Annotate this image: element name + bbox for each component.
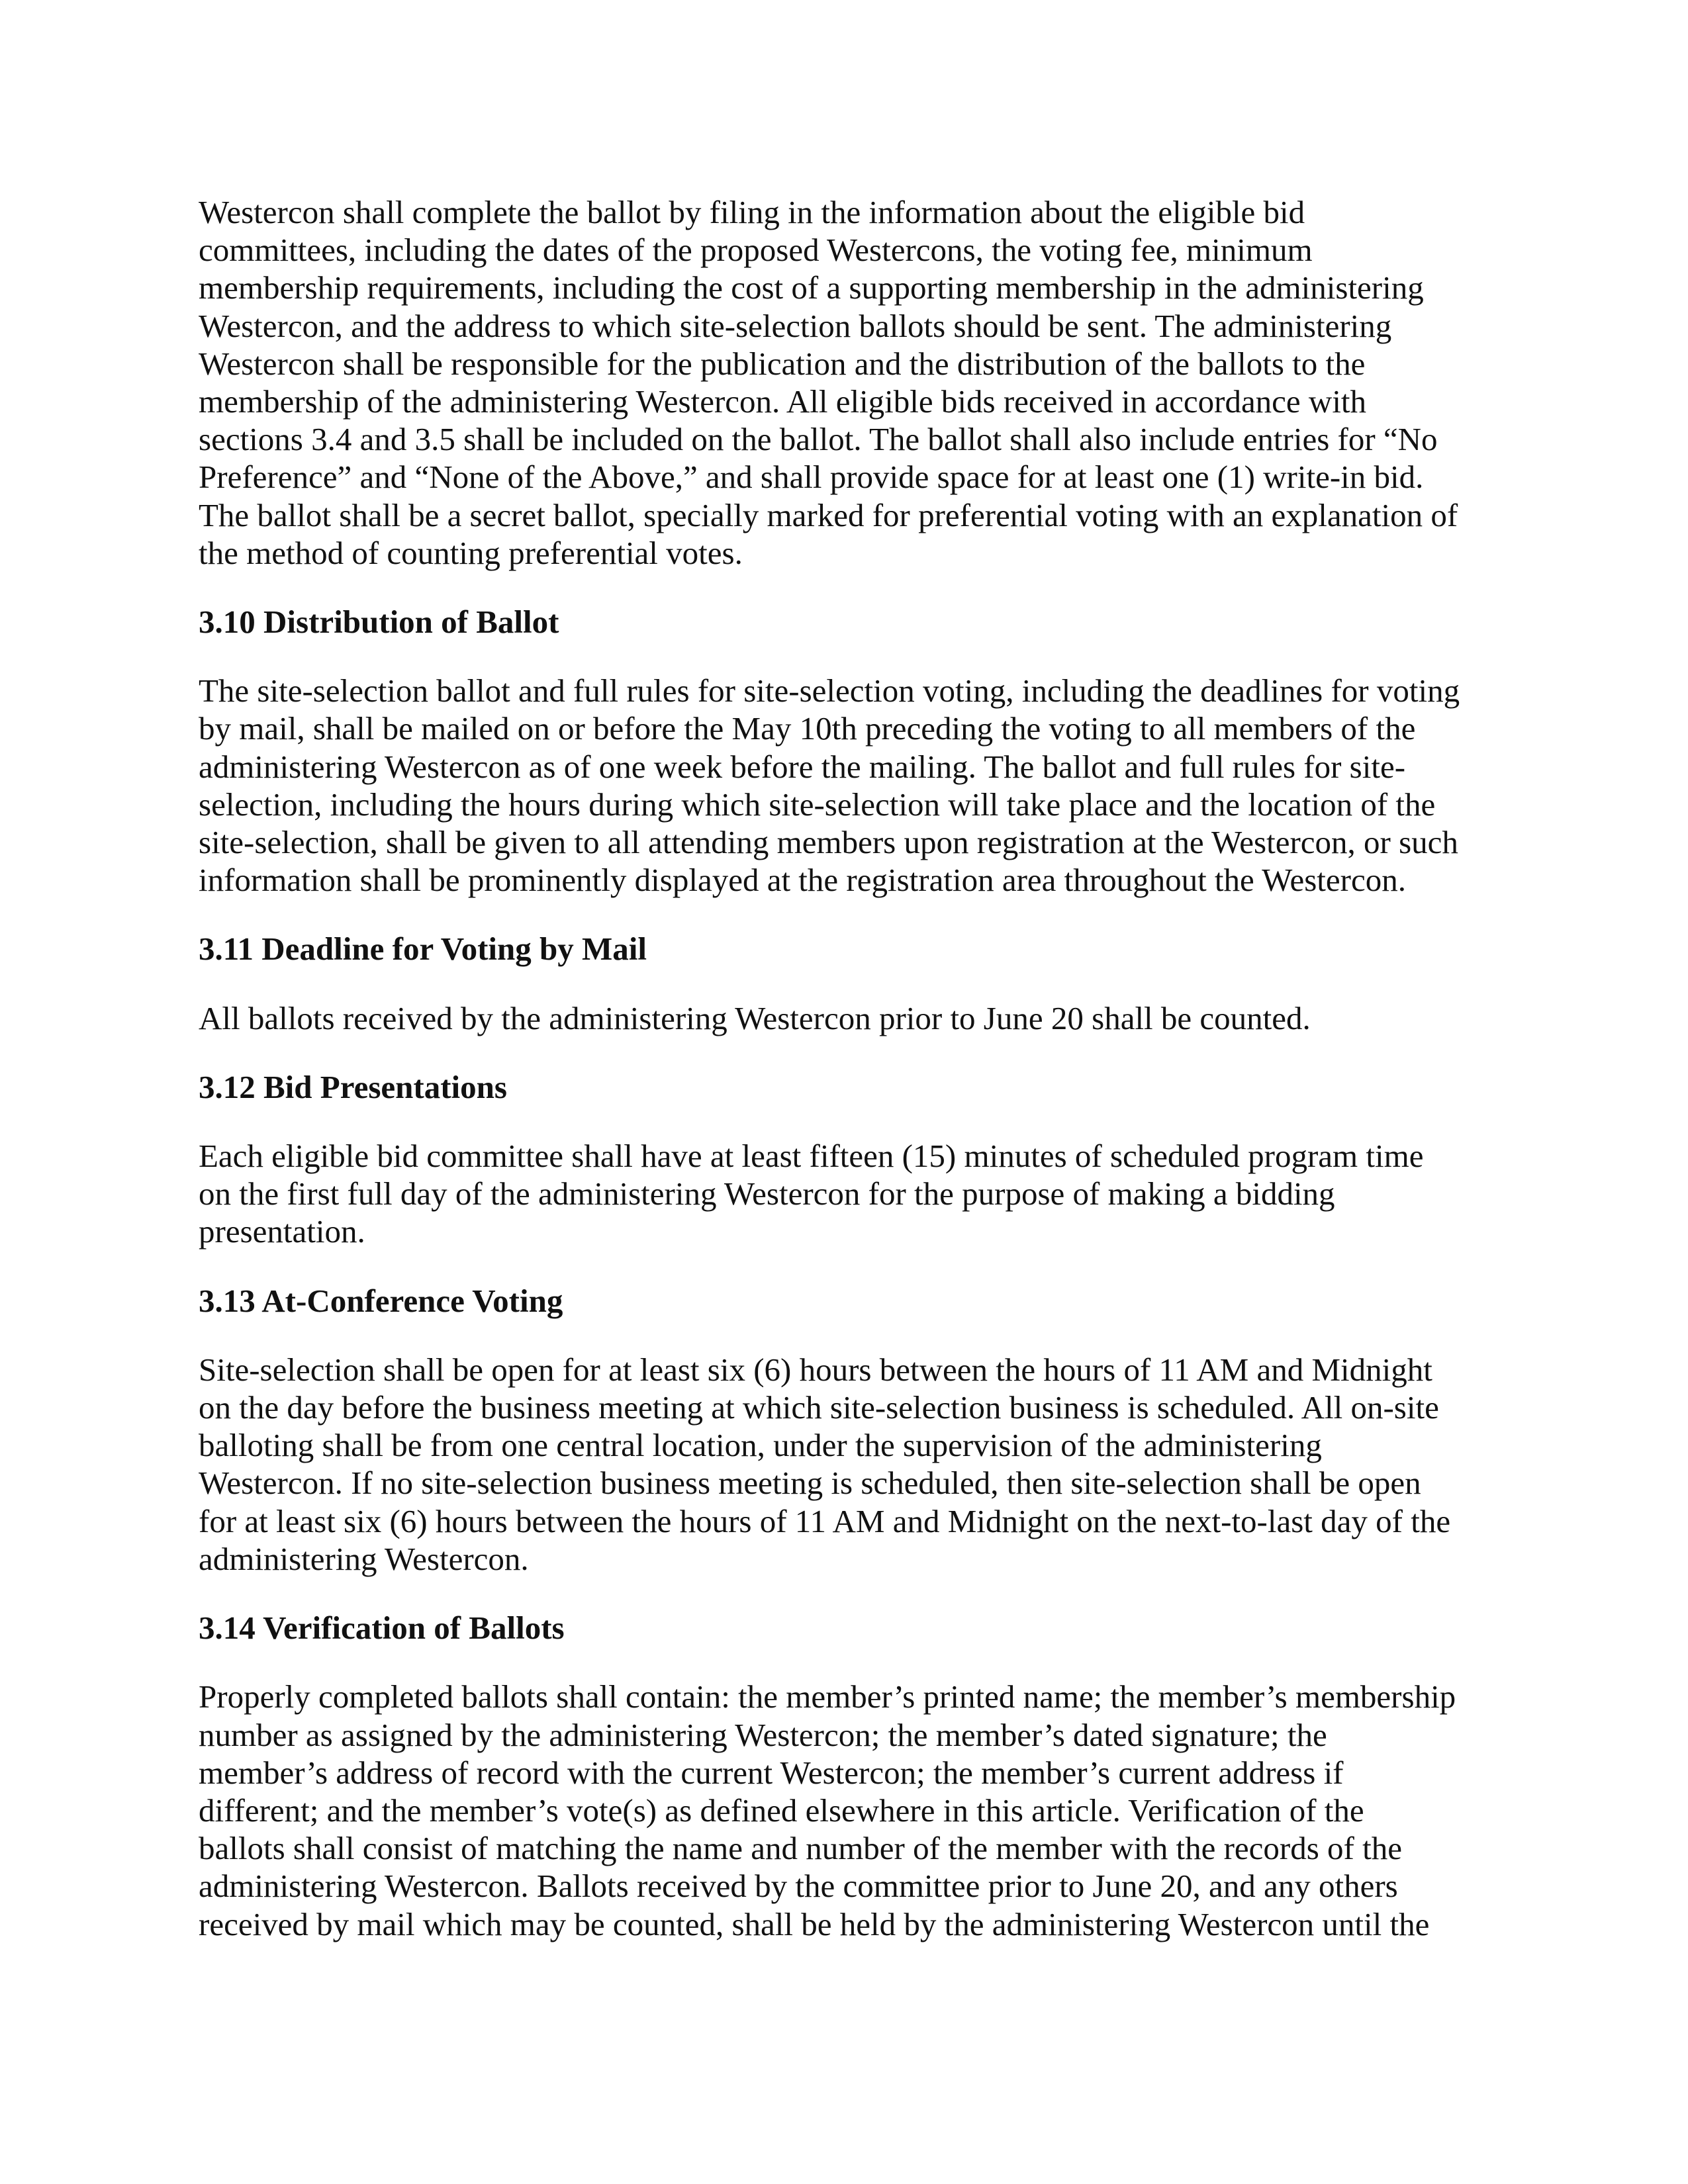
section-heading-3-13: 3.13 At-Conference Voting xyxy=(199,1282,563,1319)
section-heading-3-10: 3.10 Distribution of Ballot xyxy=(199,604,559,641)
document-page xyxy=(199,193,1493,1943)
section-body-3-11: All ballots received by the administering Westercon prior to June 20 shall be counted. xyxy=(199,999,1311,1036)
intro-paragraph: Westercon shall complete the ballot by filing in the information about the eligible bid committees, including the dates of the proposed Westercons, the voting fee, minimum membership requirements, including the cost of a supporting membership in the administering Westercon, and the address to which site-selection ballots should be sent. The administering Westercon shall be responsible for the publication and the distribution of the ballots to the membership of the administering Westercon. All eligible bids received in accordance with sections 3.4 and 3.5 shall be included on the ballot. The ballot shall also include entries for “No Preference” and “None of the Above,” and shall provide space for at least one (1) write-in bid. The ballot shall be a secret ballot, specially marked for preferential voting with an explanation of the method of counting preferential votes. xyxy=(199,194,1458,571)
section-body-3-12: Each eligible bid committee shall have at least fifteen (15) minutes of scheduled program time on the first full day of the administering Westercon for the purpose of making a bidding presentation. xyxy=(199,1138,1424,1250)
section-body-3-13: Site-selection shall be open for at least six (6) hours between the hours of 11 AM and Midnight on the day before the business meeting at which site-selection business is scheduled. All on-site balloting shall be from one central location, under the supervision of the administering Westercon. If no site-selection business meeting is scheduled, then site-selection shall be open for at least six (6) hours between the hours of 11 AM and Midnight on the next-to-last day of the administering Westercon. xyxy=(199,1351,1451,1577)
section-body-3-14: Properly completed ballots shall contain: the member’s printed name; the member’s membership number as assigned by the administering Westercon; the member’s dated signature; the member’s address of record with the current Westercon; the member’s current address if different; and the member’s vote(s) as defined elsewhere in this article. Verification of the ballots shall consist of matching the name and number of the member with the records of the administering Westercon. Ballots received by the committee prior to June 20, and any others received by mail which may be counted, shall be held by the administering Westercon until the xyxy=(199,1678,1456,1942)
section-heading-3-12: 3.12 Bid Presentations xyxy=(199,1068,507,1105)
section-heading-3-11: 3.11 Deadline for Voting by Mail xyxy=(199,931,647,968)
section-body-3-10: The site-selection ballot and full rules for site-selection voting, including the deadlines for voting by mail, shall be mailed on or before the May 10th preceding the voting to all members of the administering Westercon as of one week before the mailing. The ballot and full rules for site- selection, including the hours during which site-selection will take place and the location of the site-selection, shall be given to all attending members upon registration at the Westercon, or such information shall be prominently displayed at the registration area throughout the Westercon. xyxy=(199,672,1460,899)
section-heading-3-14: 3.14 Verification of Ballots xyxy=(199,1610,565,1647)
